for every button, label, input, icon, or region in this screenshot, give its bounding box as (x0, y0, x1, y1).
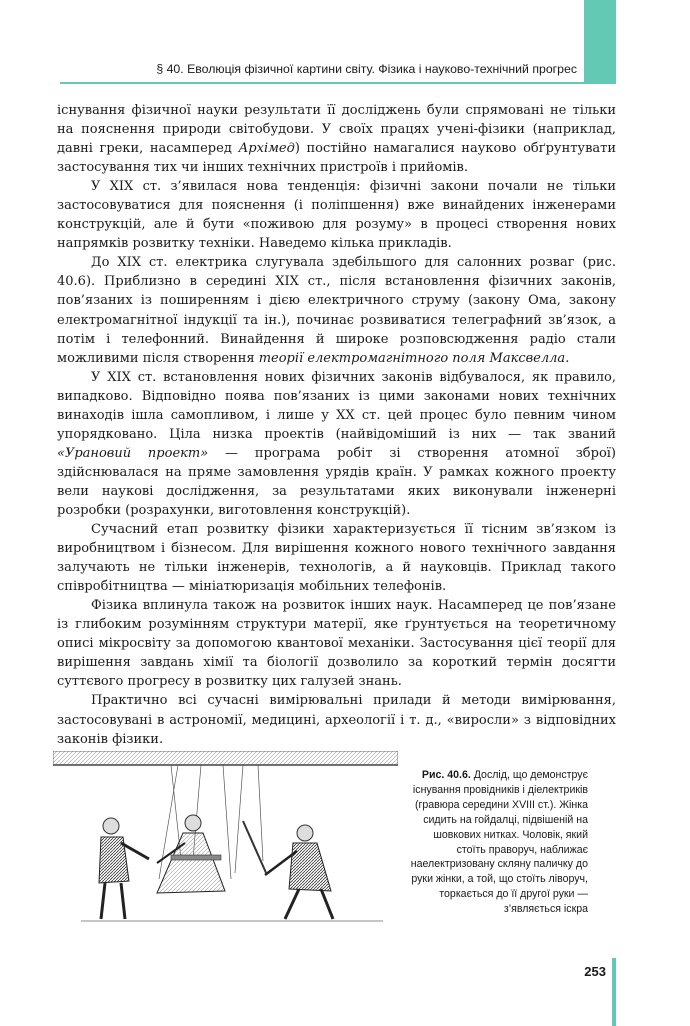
top-accent-block (584, 0, 616, 82)
paragraph-5: Сучасний етап розвитку фізики характеризується її тісним зв’язком із виробництвом і бізнесом. Для вирішення кожного нового технічного завдання залучають не тільки інженерів, технологів, а й науковців. Приклад такого співробітництва — мініатюризація мобільних телефонів. (57, 522, 616, 595)
main-text (57, 101, 616, 749)
paragraph-4: У XIX ст. встановлення нових фізичних законів відбувалося, як правило, випадково. Відповідно поява пов’язаних із цими законами нових технічних винаходів ішла самопливом, і лише у XX ст. цей процес було певним чином упорядковано. Ціла низка проектів (найвідоміший із них — так званий «Урановий проект» — програма робіт зі створення атомної зброї) здійснювалася на пряме замовлення урядів країн. У рамках кожного проекту вели наукові дослідження, за результатами яких виконували інженерні розробки (розрахунки, виготовлення конструкцій). (57, 369, 617, 518)
paragraph-3: До XIX ст. електрика слугувала здебільшого для салонних розваг (рис. 40.6). Приблизно в середині XIX ст., після встановлення фізичних законів, пов’язаних із поширенням і дією електричного струму (закону Ома, закону електромагнітної індукції та ін.), починає розвиватися телеграфний зв’язок, а потім і телефонний. Винайдення й широке розповсюдження радіо стали можливими після створення теорії електромагнітного поля Максвелла. (57, 255, 616, 366)
figure-label: Рис. 40.6. (421, 769, 471, 781)
engraving-illustration (53, 751, 398, 947)
page-number: 253 (584, 964, 606, 979)
paragraph-7: Практично всі сучасні вимірювальні прилади й методи вимірювання, застосовувані в астрономії, медицині, археології і т. д., «виросли» з відповідних законів фізики. (57, 693, 616, 747)
header-divider (60, 82, 616, 84)
maxwell-theory-term: теорії електромагнітного поля Максвелла (258, 350, 566, 366)
paragraph-2: У XIX ст. з’явилася нова тенденція: фізичні закони почали не тільки застосовуватися для пояснення (і поліпшення) вже винайдених інженерами конструкцій, але й бути «поживою для розуму» в процесі створення нових напрямків розвитку техніки. Наведемо кілька прикладів. (57, 179, 616, 252)
paragraph-6: Фізика вплинула також на розвиток інших наук. Насамперед це пов’язане із глибоким розумінням структури матерії, яке ґрунтується на теоретичному описі мікросвіту за допомогою квантової механіки. Застосування цієї теорії для вирішення завдань хімії та біології дозволило за короткий термін досягти суттєвого прогресу в розвитку цих галузей знань. (57, 598, 616, 690)
figure-caption: Рис. 40.6. Дослід, що демонструє існування провідників і діелектриків (гравюра середини XVIII ст.). Жінка сидить на гойдалці, підвішеній на шовкових нитках. Чоловік, який стоїть праворуч, наближає наелектризовану скляну паличку до руки жінки, а той, що стоїть ліворуч, торкається до її другої руки — з’являється іскра (410, 769, 588, 916)
uranium-project-term: «Урановий проект» (57, 445, 209, 461)
paragraph-1: існування фізичної науки результати її досліджень були спрямовані не тільки на пояснення природи світобудови. У своїх працях учені-фізики (наприклад, давні греки, насамперед Архімед) постійно намагалися науково обґрунтувати застосування тих чи інших технічних пристроїв і прийомів. (57, 103, 616, 176)
running-header: § 40. Еволюція фізичної картини світу. Фізика і науково-технічний прогрес (156, 62, 577, 76)
side-accent-line (612, 958, 616, 1026)
archimedes-term: Архімед (238, 141, 295, 157)
